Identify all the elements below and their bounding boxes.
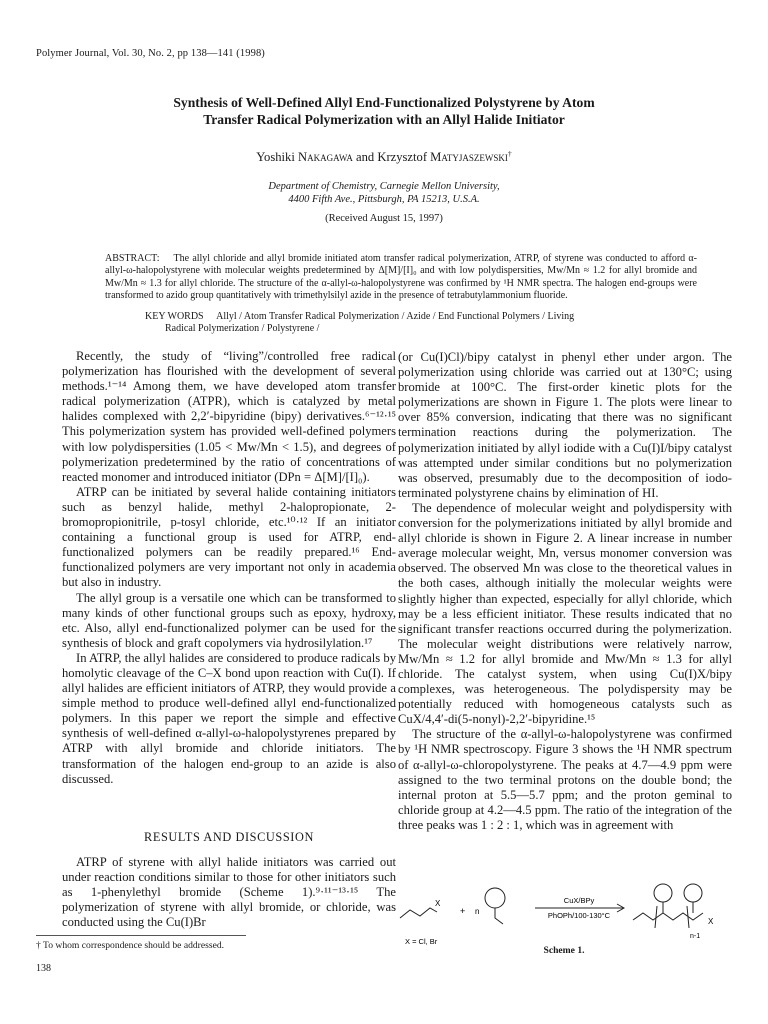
author-1-given: Yoshiki [256,150,295,164]
scheme-substituents: X = Cl, Br [405,937,438,946]
allyl-halide-structure [400,908,437,918]
scheme-x-label: X [435,899,441,908]
author-2-family: Matyjaszewski [430,150,508,164]
affiliation-line-2: 4400 Fifth Ave., Pittsburgh, PA 15213, U.S.A. [288,194,480,205]
scheme-n-label: n [475,907,480,916]
corresponding-mark: † [507,148,512,158]
author-conjunction: and [356,150,375,164]
keywords [145,311,697,336]
keywords-label: KEY WORDS [145,311,204,322]
title-line-1: Synthesis of Well-Defined Allyl End-Functionalized Polystyrene by Atom [173,95,595,110]
product-ring-2 [684,884,702,902]
keywords-line-1: Allyl / Atom Transfer Radical Polymerization / Azide / End Functional Polymers / Living [216,311,575,322]
paragraph: The structure of the α-allyl-ω-halopolystyrene was confirmed by ¹H NMR spectroscopy. Figure 3 shows the ¹H NMR spectrum of α-allyl-ω-chloropolystyrene. The peaks at 4.7—4.9 ppm were assigned to the two terminal protons on the double bond; the internal proton at 5.5—5.7 ppm; and the proton geminal to chloride group at 4.2—4.5 ppm. The ratio of the integration of the three peaks was 1 : 2 : 1, which was in agreement with [398,727,732,832]
affiliation [60,180,708,206]
paragraph: The allyl group is a versatile one which can be transformed to many kinds of other functional groups such as epoxy, hydroxy, etc. Also, allyl end-functionalized polymer can be used for the synthesis of block and graft copolymers via hydrosilylation.¹⁷ [62,590,396,650]
journal-citation: Polymer Journal, Vol. 30, No. 2, pp 138—141 (1998) [36,48,265,59]
right-column [398,350,732,833]
paragraph: The dependence of molecular weight and polydispersity with conversion for the polymerizations initiated by allyl bromide and allyl chloride is shown in Figure 2. A linear increase in number average molecular weight, Mn, versus monomer conversion was observed. The observed Mn was close to the theoretical values in the both cases, although initially the molecular weights were slightly higher than expected, especially for allyl chloride, which may be a less efficient initiator. These results indicated that no significant transfer reactions occurred during the polymerization. The molecular weight distributions were relatively narrow, Mw/Mn ≈ 1.2 for allyl bromide and Mw/Mn ≈ 1.3 for allyl chloride. The catalyst system, when using Cu(I)X/bipy complexes, was heterogeneous. The polydispersity may be potentially reduced with homogeneous catalysts such as CuX/4,4′-di(5-nonyl)-2,2′-bipyridine.¹⁵ [398,500,732,727]
benzene-ring [485,888,505,908]
author-2-given: Krzysztof [377,150,428,164]
product-x-label: X [708,917,714,926]
repeat-bracket [655,906,689,928]
abstract-text: The allyl chloride and allyl bromide initiated atom transfer radical polymerization, ATRP, of styrene was conducted to afford α-allyl-ω-halopolystyrene with molecular weights predetermined by Δ[M]/[I]₀ and with low polydispersities, Mw/Mn ≈ 1.2 for allyl bromide and Mw/Mn ≈ 1.3 for allyl chloride. The structure of the α-allyl-ω-halopolystyrene was confirmed by ¹H NMR spectra. The halogen end-groups were transformed to azido group quantitatively with trimethylsilyl azide in the presence of tetrabutylammonium fluoride. [105,253,697,302]
received-date: (Received August 15, 1997) [325,213,443,224]
paragraph: (or Cu(I)Cl)/bipy catalyst in phenyl ether under argon. The polymerization using chloride was carried out at 130°C; using bromide at 100°C. The first-order kinetic plots for the polymerizations are shown in Figure 1. The plots were linear to over 85% conversion, indicating that there was no significant termination reactions during the polymerization. The polymerization initiated by allyl iodide with a Cu(I)I/bipy catalyst was attempted under similar conditions but no polymerization was observed, presumably due to the decomposition of iodo-terminated polystyrene chains by elimination of HI. [398,350,732,500]
scheme-catalyst: CuX/BPy [563,896,595,905]
author-list [60,150,708,165]
section-heading: RESULTS AND DISCUSSION [144,830,314,844]
paper-title [60,94,708,128]
product-chain [633,913,703,920]
paragraph: ATRP can be initiated by several halide containing initiators such as benzyl halide, methyl 2-halopropionate, 2-bromopropionitrile, p-tosyl chloride, etc.¹⁰·¹² If an initiator containing a functional group is used for ATRP, end-functionalized polymers can be readily prepared.¹⁶ End-functionalized polymers are very important not only in academia but also in industry. [62,484,396,590]
abstract [105,253,697,303]
keywords-line-2: Radical Polymerization / Polystyrene / [165,323,320,335]
scheme-conditions: PhOPh/100-130°C [547,911,611,920]
left-column-continued [62,855,396,930]
reaction-scheme [395,858,735,948]
scheme-caption: Scheme 1. [543,945,585,956]
left-column [62,349,396,787]
affiliation-line-1: Department of Chemistry, Carnegie Mellon University, [268,181,500,192]
product-ring-1 [654,884,672,902]
styrene-vinyl [495,908,503,924]
title-line-2: Transfer Radical Polymerization with an Allyl Halide Initiator [203,112,565,127]
abstract-label: ABSTRACT: [105,253,160,264]
paragraph: Recently, the study of “living”/controlled free radical polymerization has flourished with the development of several methods.¹⁻¹⁴ Among them, we have developed atom transfer radical polymerization (ATPR), which is catalyzed by metal halides complexed with 2,2′-bipyridine (bipy) derivatives.⁶⁻¹²·¹⁵ This polymerization system has provided well-defined polymers with low polydispersities (1.05 < Mw/Mn < 1.5), and degrees of polymerization predetermined by the ratio of concentrations of reacted monomer and introduced initiator (DPn = Δ[M]/[I]₀). [62,349,396,484]
footnote: † To whom correspondence should be addressed. [36,940,225,951]
footnote-rule [36,935,246,936]
paragraph: In ATRP, the allyl halides are considered to produce radicals by homolytic cleavage of the C–X bond upon reaction with Cu(I). If allyl halides are efficient initiators of ATRP, they would provide a simple method to produce well-defined allyl end-functionalized polymers. In this paper we report the simple and effective synthesis of well-defined α-allyl-ω-halopolystyrenes prepared by ATRP with allyl bromide and chloride initiators. The transformation of the halogen end-group to an azide is also discussed. [62,650,396,786]
scheme-plus: + [460,906,466,916]
author-1-family: Nakagawa [297,150,353,164]
page-number: 138 [36,963,51,974]
product-n-label: n-1 [690,933,701,940]
paragraph: ATRP of styrene with allyl halide initiators was carried out under reaction conditions similar to those for other initiators such as 1-phenylethyl bromide (Scheme 1).⁹·¹¹⁻¹³·¹⁵ The polymerization of styrene with allyl bromide, or chloride, was conducted using the Cu(I)Br [62,855,396,930]
